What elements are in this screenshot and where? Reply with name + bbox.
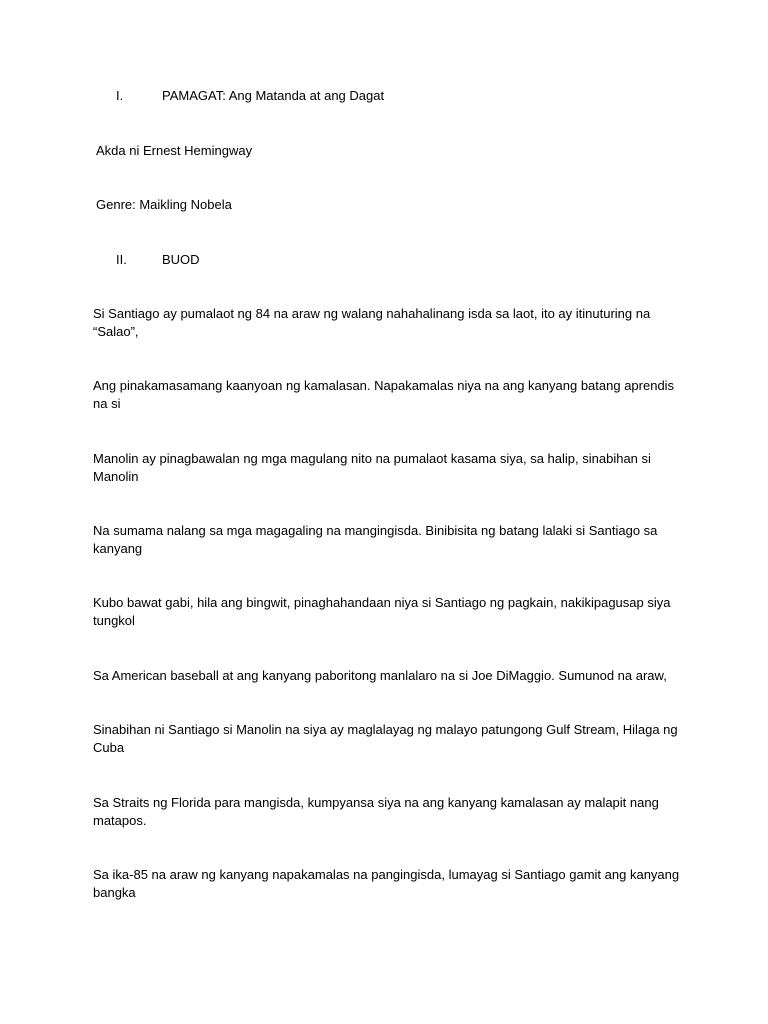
author-line: Akda ni Ernest Hemingway [96,143,253,158]
section-title: BUOD [162,252,200,267]
summary-paragraph: Si Santiago ay pumalaot ng 84 na araw ng walang nahahalinang isda sa laot, ito ay itinuturing na “Salao”, [93,306,651,339]
section-heading-title [116,87,384,105]
summary-paragraph: Sa ika-85 na araw ng kanyang napakamalas na pangingisda, lumayag si Santiago gamit ang kanyang bangka [93,867,680,900]
section-number: I. [116,88,124,103]
genre-line: Genre: Maikling Nobela [96,197,232,212]
section-number: II. [116,252,127,267]
summary-paragraph: Kubo bawat gabi, hila ang bingwit, pinaghahandaan niya si Santiago ng pagkain, nakikipagusap siya tungkol [93,595,671,628]
summary-paragraph: Manolin ay pinagbawalan ng mga magulang nito na pumalaot kasama siya, sa halip, sinabihan si Manolin [93,451,651,484]
summary-paragraph: Na sumama nalang sa mga magagaling na mangingisda. Binibisita ng batang lalaki si Santiago sa kanyang [93,523,658,556]
section-title: PAMAGAT: Ang Matanda at ang Dagat [162,88,385,103]
summary-paragraph: Sa Straits ng Florida para mangisda, kumpyansa siya na ang kanyang kamalasan ay malapit nang matapos. [93,795,659,828]
summary-paragraph: Ang pinakamasamang kaanyoan ng kamalasan. Napakamalas niya na ang kanyang batang aprendis na si [93,378,675,411]
summary-paragraph: Sa American baseball at ang kanyang paboritong manlalaro na si Joe DiMaggio. Sumunod na araw, [93,668,667,683]
section-heading-summary [116,251,200,269]
summary-paragraph: Sinabihan ni Santiago si Manolin na siya ay maglalayag ng malayo patungong Gulf Stream, Hilaga ng Cuba [93,722,678,755]
